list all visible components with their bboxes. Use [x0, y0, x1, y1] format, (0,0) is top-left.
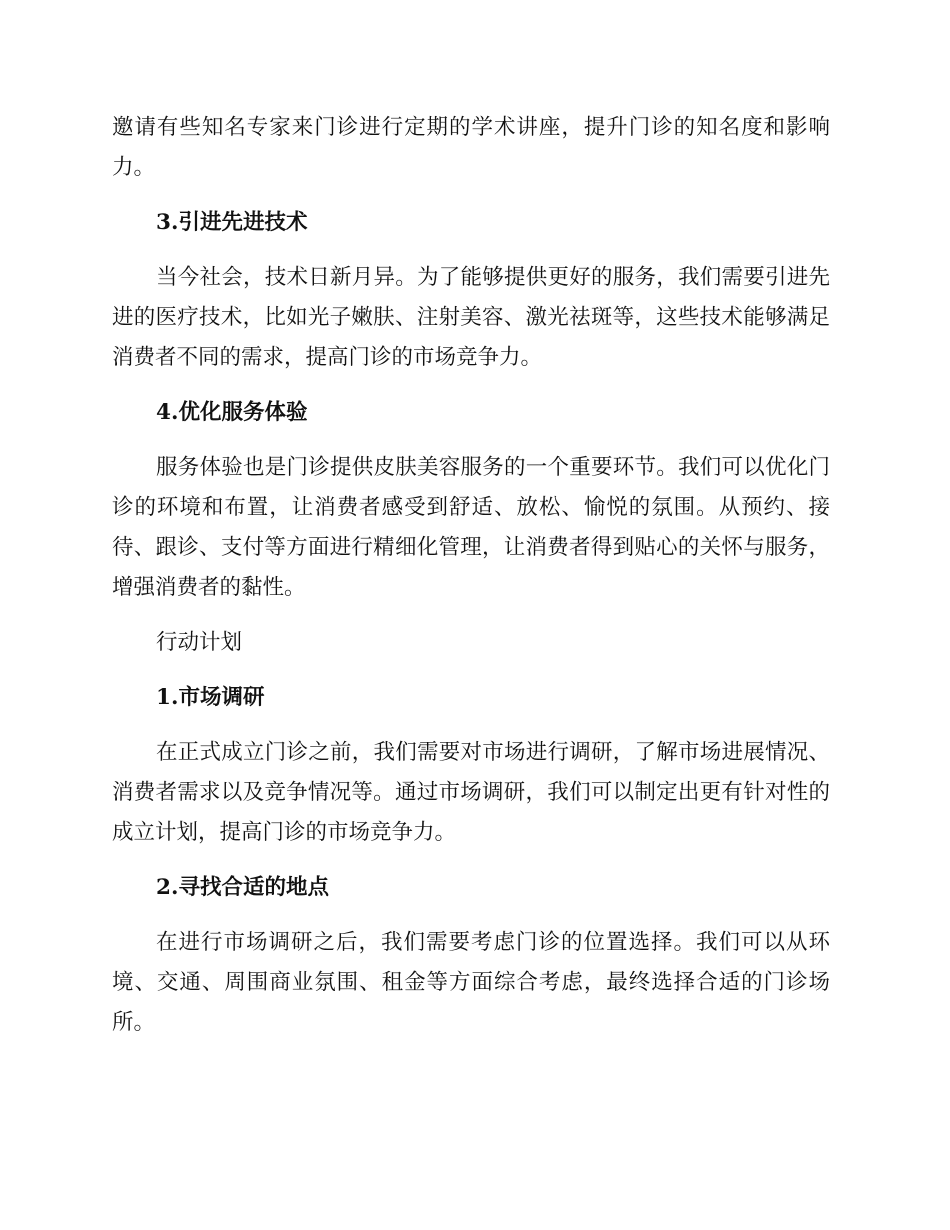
intro-paragraph: 邀请有些知名专家来门诊进行定期的学术讲座，提升门诊的知名度和影响力。 [112, 115, 830, 180]
paragraph-service-experience: 服务体验也是门诊提供皮肤美容服务的一个重要环节。我们可以优化门诊的环境和布置，让消费者感受到舒适、放松、愉悦的氛围。从预约、接待、跟诊、支付等方面进行精细化管理，让消费者得到贴心的关怀与服务，增强消费者的黏性。 [112, 455, 830, 600]
heading-service-experience: 4.优化服务体验 [156, 400, 308, 425]
document-page [112, 108, 830, 1043]
paragraph-find-location: 在进行市场调研之后，我们需要考虑门诊的位置选择。我们可以从环境、交通、周围商业氛围、租金等方面综合考虑，最终选择合适的门诊场所。 [112, 930, 830, 1035]
heading-advanced-tech: 3.引进先进技术 [156, 210, 308, 235]
heading-find-location: 2.寻找合适的地点 [156, 875, 329, 900]
paragraph-market-research: 在正式成立门诊之前，我们需要对市场进行调研，了解市场进展情况、消费者需求以及竞争情况等。通过市场调研，我们可以制定出更有针对性的成立计划，提高门诊的市场竞争力。 [112, 740, 830, 845]
heading-market-research: 1.市场调研 [156, 685, 265, 710]
paragraph-advanced-tech: 当今社会，技术日新月异。为了能够提供更好的服务，我们需要引进先进的医疗技术，比如光子嫩肤、注射美容、激光祛斑等，这些技术能够满足消费者不同的需求，提高门诊的市场竞争力。 [112, 265, 830, 370]
heading-action-plan: 行动计划 [156, 630, 243, 655]
